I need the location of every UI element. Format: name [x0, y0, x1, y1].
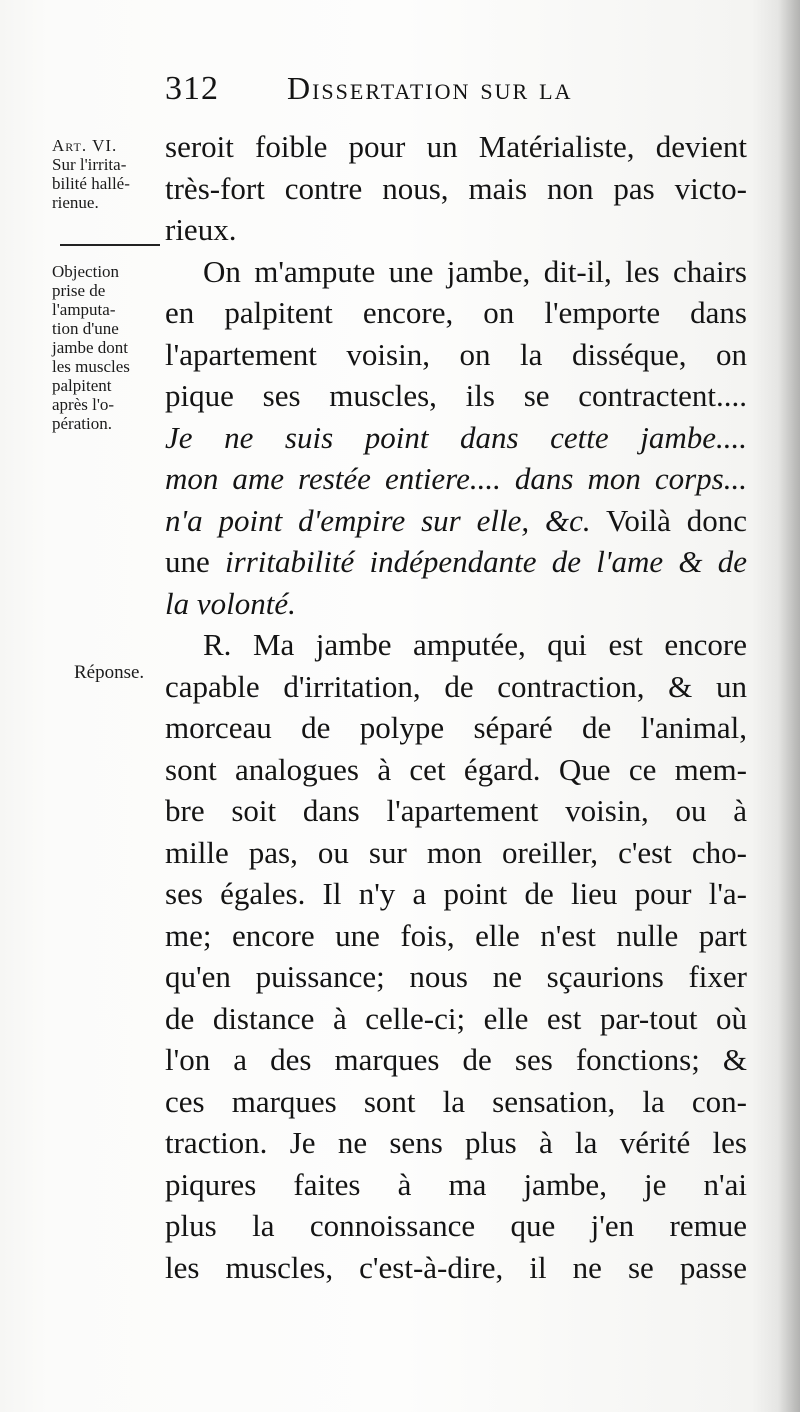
margin-note-line: bilité hallé- — [52, 174, 130, 193]
text-line: qu'en puissance; nous ne sçaurions fixer — [165, 959, 747, 994]
margin-note-line: les muscles — [52, 357, 130, 376]
margin-note-line: rienue. — [52, 193, 99, 212]
margin-note-line: pération. — [52, 414, 112, 433]
text-line: les muscles, c'est-à-dire, il ne se passe — [165, 1249, 747, 1285]
text-line: R. Ma jambe amputée, qui est encore — [203, 627, 747, 662]
margin-note-reponse: Réponse. — [74, 662, 145, 683]
text-line: pique ses muscles, ils se contractent.... — [165, 378, 747, 413]
text-line: traction. Je ne sens plus à la vérité les — [165, 1125, 747, 1160]
text-line: mille pas, ou sur mon oreiller, c'est cho- — [165, 834, 747, 870]
page-gutter-shadow — [778, 0, 800, 1412]
text-line: ses égales. Il n'y a point de lieu pour l'a- — [165, 876, 747, 911]
text-line: la volonté. — [165, 585, 296, 621]
text-line: piqures faites à ma jambe, je n'ai — [165, 1166, 747, 1202]
body-text — [165, 126, 747, 1288]
margin-note-line: après l'o- — [52, 395, 115, 414]
roman-span: Voilà donc — [605, 502, 747, 538]
margin-note-line: tion d'une — [52, 319, 119, 338]
text-line: morceau de polype séparé de l'animal, — [165, 710, 747, 745]
margin-note-line: palpitent — [52, 376, 112, 395]
text-line: me; encore une fois, elle n'est nulle part — [165, 917, 747, 953]
text-line: en palpitent encore, on l'emporte dans — [165, 295, 747, 330]
page-number: 312 — [165, 70, 219, 107]
text-line — [165, 541, 747, 583]
margin-note-line: l'amputa- — [52, 300, 116, 319]
text-line: mon ame restée entiere.... dans mon corps... — [165, 461, 747, 496]
margin-note-line: Art. VI. — [52, 136, 118, 155]
margin-note-article — [52, 136, 164, 212]
text-line: Je ne suis point dans cette jambe.... — [165, 419, 747, 455]
text-line: l'on a des marques de ses fonctions; & — [165, 1042, 747, 1077]
text-line: rieux. — [165, 212, 237, 247]
margin-note-objection — [52, 262, 162, 433]
text-line: de distance à celle-ci; elle est par-tout où — [165, 1000, 747, 1036]
text-line — [165, 500, 747, 542]
text-line: ces marques sont la sensation, la con- — [165, 1083, 747, 1119]
text-line: bre soit dans l'apartement voisin, ou à — [165, 793, 747, 828]
margin-note-line: prise de — [52, 281, 106, 300]
margin-note-line: Sur l'irrita- — [52, 155, 127, 174]
text-line: On m'ampute une jambe, dit-il, les chairs — [203, 253, 747, 289]
margin-note-line: Objection — [52, 262, 120, 281]
text-line: très-fort contre nous, mais non pas victo- — [165, 170, 747, 206]
margin-note-line: jambe dont — [52, 338, 129, 357]
text-line: capable d'irritation, de contraction, & un — [165, 668, 747, 704]
roman-span: une — [165, 544, 210, 579]
running-title: Dissertation sur la — [287, 70, 573, 106]
text-line: l'apartement voisin, on la disséque, on — [165, 336, 747, 372]
text-line: plus la connoissance que j'en remue — [165, 1208, 747, 1243]
text-line: sont analogues à cet égard. Que ce mem- — [165, 751, 747, 787]
italic-span: irritabilité indépendante de l'ame & de — [225, 544, 748, 579]
margin-divider-rule — [60, 244, 160, 246]
page-header — [165, 70, 765, 116]
italic-span: n'a point d'empire sur elle, &c. — [165, 502, 591, 538]
text-line: seroit foible pour un Matérialiste, devient — [165, 129, 747, 164]
